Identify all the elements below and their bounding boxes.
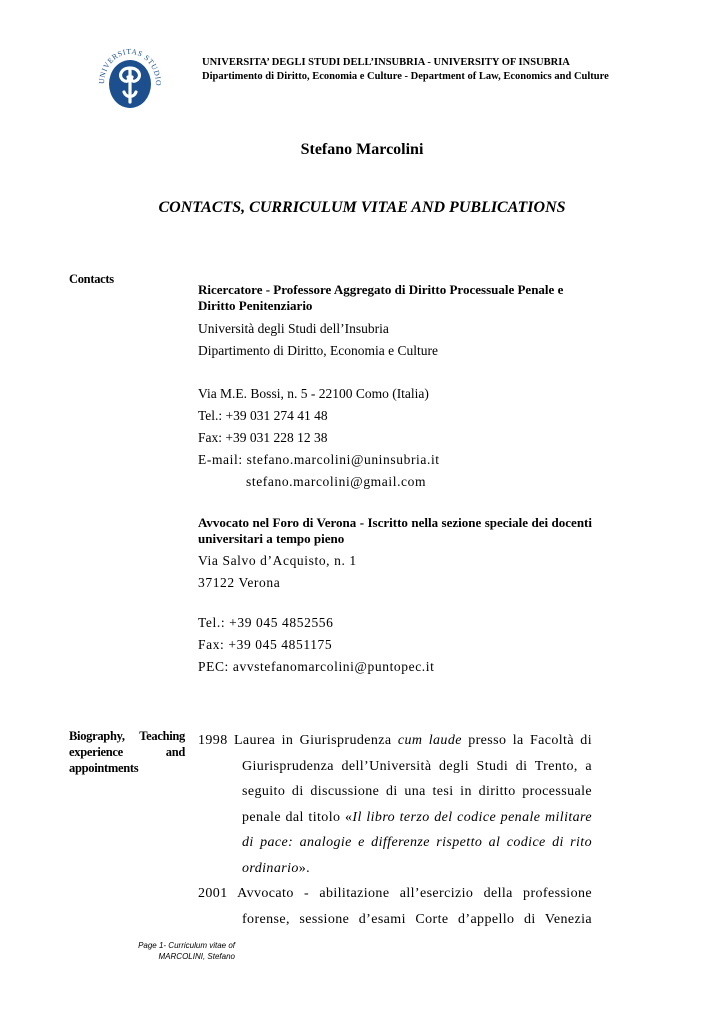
contacts-block-law-office	[198, 515, 592, 678]
university-logo	[94, 38, 166, 126]
office-phone: Tel.: +39 031 274 41 48	[198, 408, 328, 423]
law-office-phone: Tel.: +39 045 4852556	[198, 615, 334, 630]
biography-label: Biography, Teaching experience and appointments	[69, 729, 185, 775]
bio-year: 1998	[198, 733, 228, 748]
bio-year: 2001	[198, 886, 228, 901]
page-footer	[130, 940, 235, 962]
biography-entries	[198, 728, 592, 932]
bio-text: Laurea in Giurisprudenza	[233, 733, 398, 748]
email-secondary[interactable]: stefano.marcolini@gmail.com	[246, 474, 427, 489]
bio-text: Avvocato - abilitazione all’esercizio della professione forense, sessione d’esami Corte d’appello di Venezia	[237, 886, 592, 927]
bio-text: ».	[298, 860, 311, 876]
footer-line-2: MARCOLINI, Stefano	[158, 952, 235, 961]
office-fax: Fax: +39 031 228 12 38	[198, 430, 328, 445]
contacts-block-university	[198, 282, 592, 493]
lawyer-role: Avvocato nel Foro di Verona - Iscritto nella sezione speciale dei docenti universitari a tempo pieno	[198, 515, 592, 546]
university-seal-icon	[94, 38, 166, 126]
logo-text: UNIVERSITAS STUDIO	[96, 46, 164, 87]
office-address: Via M.E. Bossi, n. 5 - 22100 Como (Italia)	[198, 386, 429, 401]
email-primary[interactable]: E-mail: stefano.marcolini@uninsubria.it	[198, 452, 440, 467]
person-name: Stefano Marcolini	[300, 141, 424, 158]
university-line: Università degli Studi dell’Insubria	[198, 321, 389, 336]
law-office-fax: Fax: +39 045 4851175	[198, 637, 333, 652]
thesis-title: Il libro terzo del codice penale militare di pace: analogie e differenze rispetto al codice di rito ordinario	[242, 809, 592, 876]
law-office-pec[interactable]: PEC: avvstefanomarcolini@puntopec.it	[198, 659, 435, 674]
bio-entry-2001	[198, 881, 592, 932]
institution-header	[202, 56, 609, 84]
bio-entry-1998	[198, 728, 592, 881]
department-line: Dipartimento di Diritto, Economia e Culture	[198, 343, 438, 358]
document-title: CONTACTS, CURRICULUM VITAE AND PUBLICATIONS	[158, 199, 566, 216]
law-office-street: Via Salvo d’Acquisto, n. 1	[198, 553, 357, 568]
bio-text: presso la Facoltà di Giurisprudenza dell’Università degli Studi di Trento, a seguito di discussione di una tesi in diritto processuale penale dal titolo «	[242, 733, 593, 825]
footer-line-1: Page 1- Curriculum vitae of	[138, 941, 235, 950]
department-name: Dipartimento di Diritto, Economia e Culture - Department of Law, Economics and Culture	[202, 71, 609, 82]
law-office-city: 37122 Verona	[198, 575, 281, 590]
university-name: UNIVERSITA’ DEGLI STUDI DELL’INSUBRIA - UNIVERSITY OF INSUBRIA	[202, 57, 570, 68]
contacts-label: Contacts	[69, 272, 114, 286]
academic-role: Ricercatore - Professore Aggregato di Diritto Processuale Penale e Diritto Penitenziario	[198, 282, 564, 313]
bio-text-italic: cum laude	[397, 733, 462, 748]
